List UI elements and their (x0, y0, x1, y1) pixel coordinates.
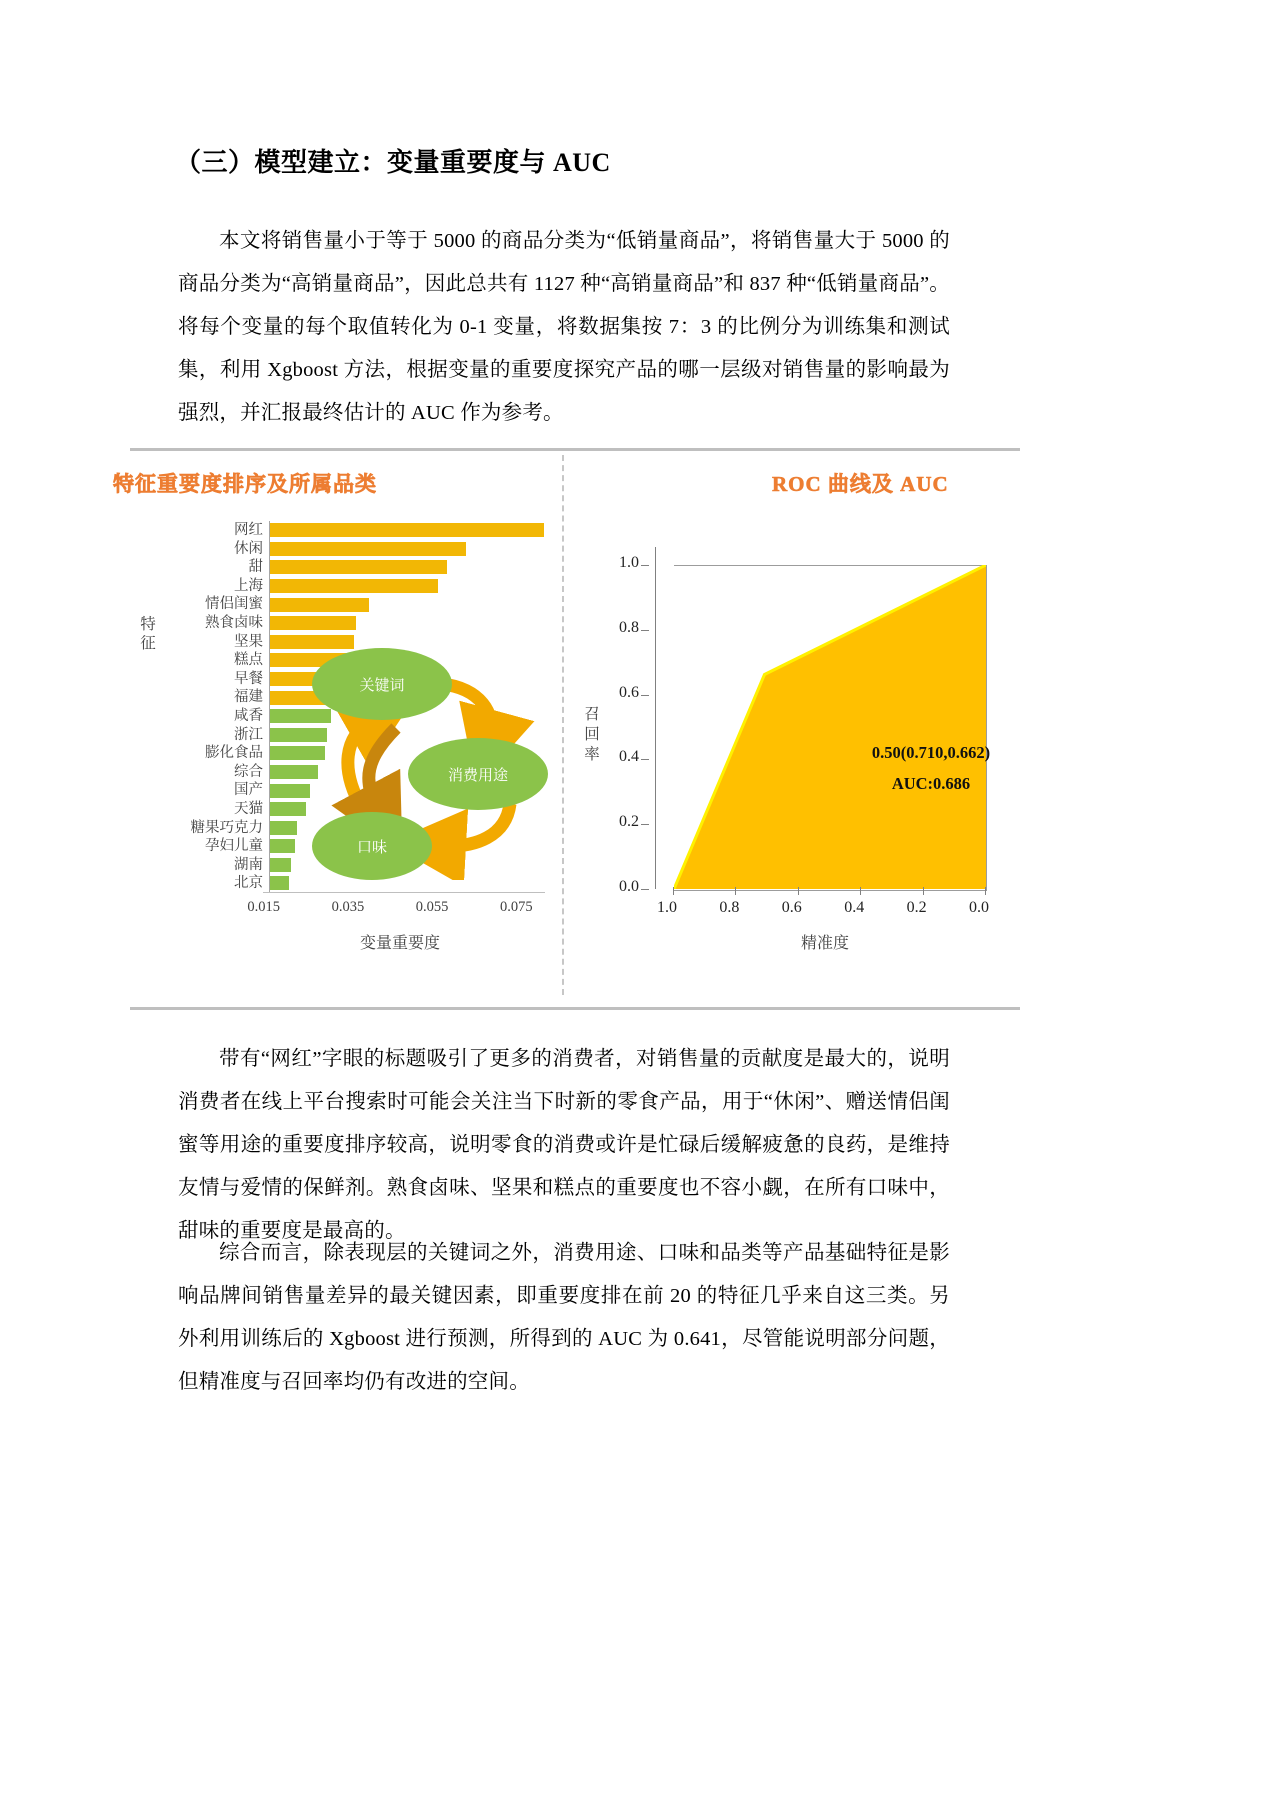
figure-divider (562, 455, 564, 995)
roc-y-tick-label: 0.8 (619, 618, 639, 636)
roc-y-tick-mark (641, 630, 649, 631)
bar-track (269, 595, 543, 614)
bar (270, 579, 438, 593)
roc-y-tick-mark (641, 759, 649, 760)
bar-category-label: 膨化食品 (205, 745, 263, 762)
bar (270, 560, 447, 574)
page-title: （三）模型建立：变量重要度与 AUC (175, 148, 611, 177)
figure-right-title: ROC 曲线及 AUC (772, 472, 949, 496)
roc-x-tick-mark (798, 887, 799, 895)
roc-y-tick-label: 0.4 (619, 748, 639, 766)
bar-category-label: 北京 (234, 875, 263, 892)
bar-track (269, 558, 543, 577)
bar-x-tick-label: 0.075 (499, 899, 533, 915)
bar-chart-x-axis-line (263, 892, 545, 893)
roc-x-tick-mark (985, 887, 986, 895)
bar-track (269, 521, 543, 540)
bar-category-label: 休闲 (234, 540, 263, 557)
arrow-keyword-to-taste (369, 728, 396, 810)
bar-track (269, 540, 543, 559)
roc-x-tick-mark (860, 887, 861, 895)
roc-curve-svg (674, 565, 986, 889)
roc-y-tick-mark (641, 824, 649, 825)
bar (270, 839, 295, 853)
diagram-node-usage: 消费用途 (408, 738, 548, 810)
roc-x-ticks (649, 897, 999, 921)
bar-category-label: 早餐 (234, 670, 263, 687)
roc-y-tick-label: 0.2 (619, 813, 639, 831)
paragraph-intro: 本文将销售量小于等于 5000 的商品分类为“低销量商品”，将销售量大于 5000 的商品分类为“高销量商品”，因此总共有 1127 种“高销量商品”和 837 种“低销量商品”。将每个变量的每个取值转化为 0-1 变量，将数据集按 7：3 的比例分为训练集和测试集，利用 Xgboost 方法，根据变量的重要度探究产品的哪一层级对销售量的影响最为强烈，并汇报最终估计的 AUC 作为参考。 (178, 230, 950, 424)
bar-chart-row (168, 558, 543, 577)
bar-chart-x-axis-label: 变量重要度 (359, 935, 440, 952)
concept-diagram (300, 640, 555, 880)
roc-auc-label: AUC:0.686 (891, 774, 971, 793)
bar-chart-row (168, 595, 543, 614)
roc-y-tick-label: 0.6 (619, 683, 639, 701)
bar-category-label: 上海 (234, 577, 263, 594)
bar (270, 821, 297, 835)
roc-y-tick-mark (641, 889, 649, 890)
roc-x-tick-label: 0.0 (969, 899, 989, 916)
bar (270, 523, 544, 537)
diagram-node-keyword: 关键词 (312, 648, 452, 720)
roc-x-tick-label: 0.2 (906, 899, 927, 916)
roc-y-tick-label: 0.0 (619, 878, 639, 895)
bar (270, 876, 289, 890)
bar-x-tick-label: 0.055 (415, 899, 449, 915)
roc-plot-area (655, 547, 991, 889)
bar-category-label: 浙江 (234, 726, 263, 743)
bar-chart-x-ticks (190, 897, 550, 921)
bar-category-label: 糖果巧克力 (190, 819, 263, 836)
bar-category-label: 天猫 (234, 800, 263, 817)
paragraph-conclusion: 综合而言，除表现层的关键词之外，消费用途、口味和品类等产品基础特征是影响品牌间销售量差异的最关键因素，即重要度排在前 20 的特征几乎来自这三类。另外利用训练后的 Xgboost 进行预测，所得到的 AUC 为 0.641，尽管能说明部分问题，但精准度与召回率均仍有改进的空间。 (178, 1242, 950, 1393)
roc-x-tick-label: 0.6 (781, 899, 802, 916)
roc-annotation (816, 737, 1046, 799)
figure-left-title: 特征重要度排序及所属品类 (113, 472, 377, 496)
bar-x-tick-label: 0.035 (331, 899, 365, 915)
bar-x-tick-label: 0.015 (247, 899, 281, 915)
bar-chart-y-axis-label: 特征 (140, 616, 156, 652)
roc-x-tick-label: 1.0 (657, 899, 677, 916)
bar-track (269, 614, 543, 633)
bar-track (269, 577, 543, 596)
roc-y-axis-label: 召回率 (584, 706, 600, 763)
paragraph-analysis: 带有“网红”字眼的标题吸引了更多的消费者，对销售量的贡献度是最大的，说明消费者在线上平台搜索时可能会关注当下时新的零食产品，用于“休闲”、赠送情侣闺蜜等用途的重要度排序较高，说明零食的消费或许是忙碌后缓解疲惫的良药，是维持友情与爱情的保鲜剂。熟食卤味、坚果和糕点的重要度也不容小觑，在所有口味中，甜味的重要度是最高的。 (178, 1048, 950, 1242)
roc-x-tick-mark (735, 887, 736, 895)
bar-category-label: 福建 (234, 689, 263, 706)
bar-category-label: 孕妇儿童 (205, 838, 263, 855)
roc-y-tick-mark (641, 565, 649, 566)
roc-operating-point-label: 0.50(0.710,0.662) (871, 743, 991, 762)
bar-chart-row (168, 540, 543, 559)
roc-y-tick-mark (641, 695, 649, 696)
bar (270, 598, 369, 612)
bar-category-label: 国产 (234, 782, 263, 799)
bar-category-label: 坚果 (234, 633, 263, 650)
arrow-usage-to-taste (440, 804, 510, 846)
bar-chart-row (168, 521, 543, 540)
bar (270, 616, 356, 630)
bar-category-label: 综合 (234, 763, 263, 780)
roc-x-tick-mark (923, 887, 924, 895)
roc-y-tick-label: 1.0 (619, 554, 639, 571)
roc-x-tick-label: 0.4 (844, 899, 865, 916)
diagram-node-taste: 口味 (312, 812, 432, 880)
bar-category-label: 熟食卤味 (205, 614, 263, 631)
bar (270, 858, 291, 872)
roc-y-ticks (601, 553, 649, 895)
bar-chart-row (168, 614, 543, 633)
bar-category-label: 情侣闺蜜 (205, 596, 263, 613)
bar-category-label: 湖南 (234, 856, 263, 873)
roc-curve-chart (575, 505, 1020, 1005)
roc-x-tick-mark (673, 887, 674, 895)
roc-x-axis-label: 精准度 (800, 935, 849, 952)
bar-category-label: 咸香 (234, 707, 263, 724)
bar (270, 542, 466, 556)
bar-category-label: 甜 (248, 559, 263, 576)
bar-category-label: 网红 (234, 522, 263, 538)
bar-category-label: 糕点 (234, 652, 263, 669)
roc-x-tick-label: 0.8 (719, 899, 740, 916)
bar-chart-row (168, 577, 543, 596)
